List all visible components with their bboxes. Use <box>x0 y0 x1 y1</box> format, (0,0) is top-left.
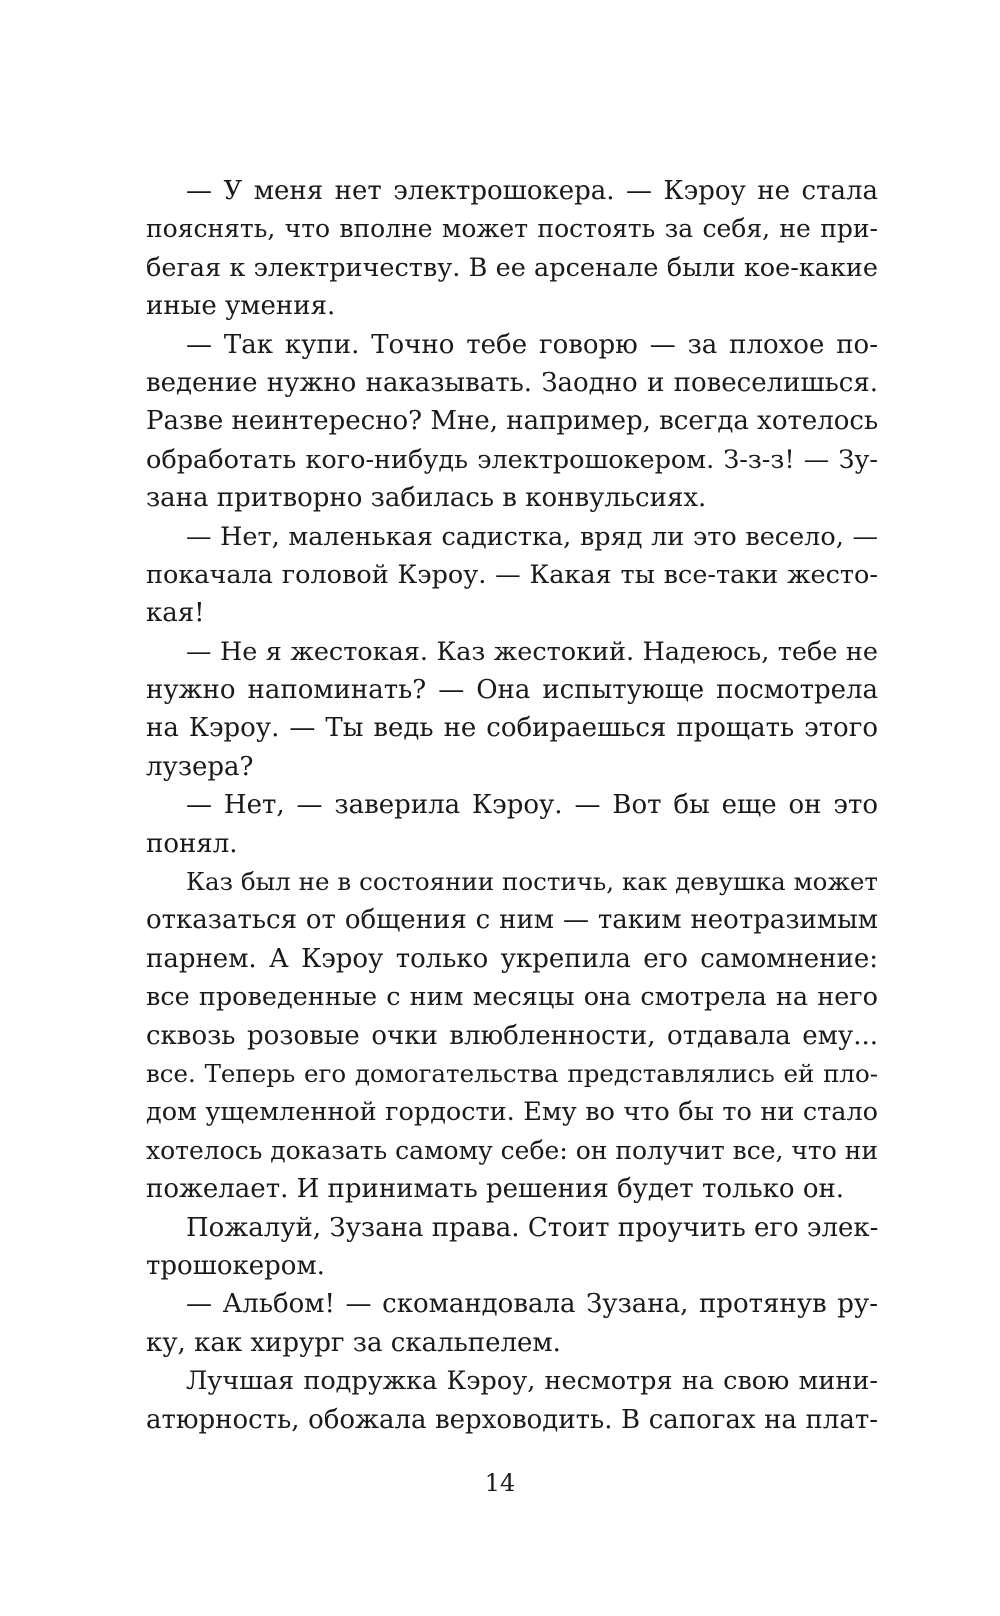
text-line: пояснять, что вполне может постоять за себя, не при- <box>146 214 878 244</box>
page-number: 14 <box>484 1469 516 1497</box>
text-line: нужно напоминать? — Она испытующе посмотрела <box>146 675 878 706</box>
text-line: — Не я жестокая. Каз жестокий. Надеюсь, тебе не <box>186 636 878 667</box>
text-line: все проведенные с ним месяцы она смотрела на него <box>146 982 878 1013</box>
text-line: отказаться от общения с ним — таким неотразимым <box>146 905 878 936</box>
text-line: на Кэроу. — Ты ведь не собираешься прощать этого <box>146 713 878 744</box>
text-line: парнем. А Кэроу только укрепила его самомнение: <box>146 943 878 974</box>
text-line: Каз был не в состоянии постичь, как девушка может <box>186 867 878 897</box>
text-line: — Альбом! — скомандовала Зузана, протянув ру- <box>186 1289 878 1320</box>
text-line: сквозь розовые очки влюбленности, отдавала ему... <box>146 1020 878 1051</box>
text-line: — Так купи. Точно тебе говорю — за плохое по- <box>186 329 878 360</box>
text-line: трошокером. <box>146 1250 325 1281</box>
text-line: — Нет, маленькая садистка, вряд ли это весело, — <box>186 521 878 552</box>
text-line: Пожалуй, Зузана права. Стоит проучить его элек- <box>186 1212 878 1243</box>
text-line: покачала головой Кэроу. — Какая ты все-таки жесто- <box>146 559 878 590</box>
text-line: Разве неинтересно? Мне, например, всегда хотелось <box>146 406 878 437</box>
text-line: бегая к электричеству. В ее арсенале были кое-какие <box>146 252 878 283</box>
text-line: все. Теперь его домогательства представлялись ей пло- <box>146 1058 878 1088</box>
text-line: — У меня нет электрошокера. — Кэроу не стала <box>186 176 878 206</box>
text-line: кая! <box>146 598 205 629</box>
text-line: — Нет, — заверила Кэроу. — Вот бы еще он это <box>186 790 878 821</box>
text-line: хотелось доказать самому себе: он получит все, что ни <box>146 1135 878 1165</box>
text-line: дом ущемленной гордости. Ему во что бы то ни стало <box>146 1097 878 1128</box>
text-line: обработать кого-нибудь электрошокером. З-з-з! — Зу- <box>146 444 878 475</box>
text-line: иные умения. <box>146 291 336 322</box>
text-line: Лучшая подружка Кэроу, несмотря на свою мини- <box>186 1366 878 1397</box>
text-line: лузера? <box>146 751 254 782</box>
body-text <box>146 172 878 1439</box>
text-line: атюрность, обожала верховодить. В сапогах на плат- <box>146 1404 878 1435</box>
text-line: понял. <box>146 828 238 859</box>
text-line: ведение нужно наказывать. Заодно и повеселишься. <box>146 367 878 398</box>
text-line: зана притворно забилась в конвульсиях. <box>146 483 707 514</box>
text-line: ку, как хирург за скальпелем. <box>146 1327 561 1358</box>
text-line: пожелает. И принимать решения будет только он. <box>146 1174 845 1205</box>
